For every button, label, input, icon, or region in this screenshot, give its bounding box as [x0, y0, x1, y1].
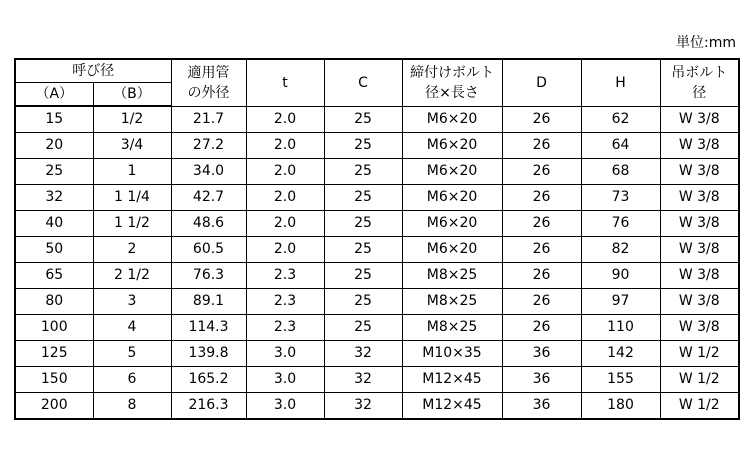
cell-h: 64 [581, 133, 660, 159]
cell-size-b: 1/2 [93, 106, 171, 133]
cell-hang-bolt: W 3/8 [660, 211, 739, 237]
header-bolt [402, 59, 502, 106]
cell-d: 36 [502, 367, 581, 393]
cell-bolt: M12×45 [402, 393, 502, 420]
cell-size-a: 200 [15, 393, 93, 420]
cell-hang-bolt: W 3/8 [660, 315, 739, 341]
cell-bolt: M6×20 [402, 211, 502, 237]
cell-h: 97 [581, 289, 660, 315]
cell-size-a: 125 [15, 341, 93, 367]
header-hang-bolt-line1: 吊ボルト [671, 64, 728, 81]
cell-hang-bolt: W 3/8 [660, 159, 739, 185]
table-row [15, 341, 739, 367]
cell-t: 2.3 [246, 315, 324, 341]
cell-bolt: M6×20 [402, 133, 502, 159]
cell-d: 26 [502, 185, 581, 211]
table-row [15, 263, 739, 289]
cell-size-a: 20 [15, 133, 93, 159]
header-pipe-od [171, 59, 246, 106]
cell-pipe-od: 216.3 [171, 393, 246, 420]
cell-t: 2.0 [246, 133, 324, 159]
cell-size-a: 50 [15, 237, 93, 263]
cell-size-b: 1 [93, 159, 171, 185]
table-row [15, 106, 739, 133]
cell-size-a: 32 [15, 185, 93, 211]
header-c: C [324, 59, 402, 106]
header-nominal-size: 呼び径 [15, 59, 171, 83]
header-size-b: （B） [93, 83, 171, 107]
cell-pipe-od: 27.2 [171, 133, 246, 159]
cell-hang-bolt: W 3/8 [660, 133, 739, 159]
cell-d: 26 [502, 159, 581, 185]
cell-pipe-od: 139.8 [171, 341, 246, 367]
table-row [15, 133, 739, 159]
cell-pipe-od: 114.3 [171, 315, 246, 341]
header-h: H [581, 59, 660, 106]
cell-size-a: 80 [15, 289, 93, 315]
cell-t: 3.0 [246, 367, 324, 393]
cell-h: 155 [581, 367, 660, 393]
cell-size-b: 6 [93, 367, 171, 393]
cell-size-b: 4 [93, 315, 171, 341]
table-row [15, 315, 739, 341]
cell-pipe-od: 76.3 [171, 263, 246, 289]
cell-t: 2.0 [246, 211, 324, 237]
cell-t: 2.0 [246, 159, 324, 185]
table-row [15, 185, 739, 211]
cell-t: 3.0 [246, 393, 324, 420]
header-d: D [502, 59, 581, 106]
cell-bolt: M12×45 [402, 367, 502, 393]
table-row [15, 289, 739, 315]
cell-size-b: 3 [93, 289, 171, 315]
cell-pipe-od: 42.7 [171, 185, 246, 211]
cell-hang-bolt: W 1/2 [660, 393, 739, 420]
cell-pipe-od: 34.0 [171, 159, 246, 185]
header-hang-bolt [660, 59, 739, 106]
cell-c: 25 [324, 211, 402, 237]
table-row [15, 159, 739, 185]
cell-size-b: 8 [93, 393, 171, 420]
cell-h: 90 [581, 263, 660, 289]
cell-size-a: 100 [15, 315, 93, 341]
cell-pipe-od: 60.5 [171, 237, 246, 263]
table-row [15, 367, 739, 393]
header-pipe-od-line1: 適用管 [187, 64, 230, 81]
cell-size-a: 150 [15, 367, 93, 393]
unit-label: 単位:mm [676, 35, 736, 51]
cell-h: 110 [581, 315, 660, 341]
cell-d: 26 [502, 315, 581, 341]
cell-pipe-od: 21.7 [171, 106, 246, 133]
cell-bolt: M6×20 [402, 237, 502, 263]
header-size-a: （A） [15, 83, 93, 107]
cell-c: 25 [324, 106, 402, 133]
cell-hang-bolt: W 1/2 [660, 367, 739, 393]
header-row-top [15, 59, 739, 83]
cell-h: 68 [581, 159, 660, 185]
cell-c: 32 [324, 393, 402, 420]
cell-c: 25 [324, 289, 402, 315]
cell-d: 26 [502, 237, 581, 263]
cell-hang-bolt: W 3/8 [660, 237, 739, 263]
cell-c: 25 [324, 237, 402, 263]
cell-t: 2.0 [246, 237, 324, 263]
cell-hang-bolt: W 3/8 [660, 185, 739, 211]
cell-c: 25 [324, 315, 402, 341]
cell-hang-bolt: W 3/8 [660, 106, 739, 133]
header-bolt-line1: 締付けボルト [410, 64, 494, 81]
table-body [15, 106, 739, 419]
cell-t: 2.3 [246, 289, 324, 315]
cell-size-b: 5 [93, 341, 171, 367]
cell-size-a: 65 [15, 263, 93, 289]
cell-c: 32 [324, 367, 402, 393]
cell-size-a: 40 [15, 211, 93, 237]
cell-bolt: M8×25 [402, 289, 502, 315]
table-header [15, 59, 739, 106]
cell-hang-bolt: W 3/8 [660, 263, 739, 289]
cell-size-b: 1 1/2 [93, 211, 171, 237]
cell-pipe-od: 165.2 [171, 367, 246, 393]
cell-bolt: M8×25 [402, 315, 502, 341]
cell-c: 25 [324, 159, 402, 185]
header-bolt-line2: 径×長さ [425, 84, 479, 101]
header-pipe-od-line2: の外径 [187, 84, 230, 101]
cell-t: 2.0 [246, 106, 324, 133]
table-row [15, 393, 739, 420]
spec-table [14, 58, 740, 420]
cell-bolt: M6×20 [402, 106, 502, 133]
table-row [15, 211, 739, 237]
cell-size-a: 25 [15, 159, 93, 185]
cell-h: 62 [581, 106, 660, 133]
cell-size-b: 3/4 [93, 133, 171, 159]
cell-d: 26 [502, 106, 581, 133]
cell-bolt: M10×35 [402, 341, 502, 367]
cell-h: 180 [581, 393, 660, 420]
cell-d: 26 [502, 211, 581, 237]
cell-bolt: M8×25 [402, 263, 502, 289]
cell-h: 82 [581, 237, 660, 263]
cell-d: 26 [502, 133, 581, 159]
header-t: t [246, 59, 324, 106]
cell-t: 3.0 [246, 341, 324, 367]
cell-size-b: 2 [93, 237, 171, 263]
cell-c: 25 [324, 185, 402, 211]
cell-hang-bolt: W 1/2 [660, 341, 739, 367]
cell-bolt: M6×20 [402, 185, 502, 211]
cell-d: 36 [502, 341, 581, 367]
cell-size-a: 15 [15, 106, 93, 133]
cell-c: 25 [324, 263, 402, 289]
cell-bolt: M6×20 [402, 159, 502, 185]
cell-h: 142 [581, 341, 660, 367]
cell-t: 2.3 [246, 263, 324, 289]
cell-d: 36 [502, 393, 581, 420]
cell-hang-bolt: W 3/8 [660, 289, 739, 315]
cell-c: 32 [324, 341, 402, 367]
cell-pipe-od: 48.6 [171, 211, 246, 237]
table-row [15, 237, 739, 263]
cell-d: 26 [502, 263, 581, 289]
cell-t: 2.0 [246, 185, 324, 211]
cell-size-b: 2 1/2 [93, 263, 171, 289]
cell-h: 76 [581, 211, 660, 237]
cell-size-b: 1 1/4 [93, 185, 171, 211]
cell-d: 26 [502, 289, 581, 315]
cell-c: 25 [324, 133, 402, 159]
cell-h: 73 [581, 185, 660, 211]
header-hang-bolt-line2: 径 [692, 84, 707, 101]
cell-pipe-od: 89.1 [171, 289, 246, 315]
